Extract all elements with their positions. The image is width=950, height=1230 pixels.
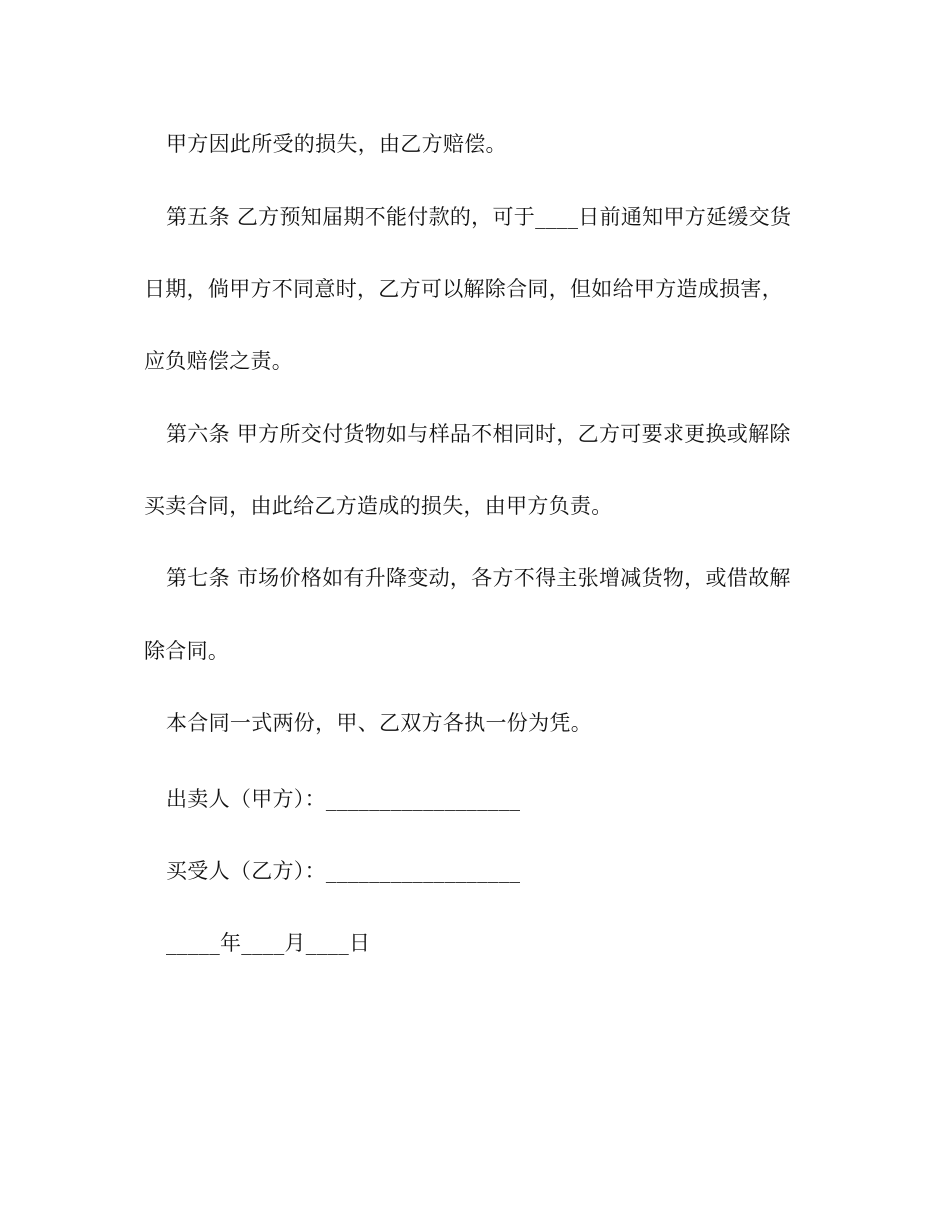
article-6-line-1: 第六条 甲方所交付货物如与样品不相同时，乙方可要求更换或解除 bbox=[166, 422, 791, 446]
article-5-line-3: 应负赔偿之责。 bbox=[144, 349, 294, 373]
seller-signature-line: 出卖人（甲方）：__________________ bbox=[166, 787, 521, 811]
article-5-line-1: 第五条 乙方预知届期不能付款的，可于____日前通知甲方延缓交货 bbox=[166, 205, 792, 229]
article-7-line-1: 第七条 市场价格如有升降变动，各方不得主张增减货物，或借故解 bbox=[166, 566, 791, 590]
copies-clause: 本合同一式两份，甲、乙双方各执一份为凭。 bbox=[166, 711, 592, 735]
paragraph-line: 甲方因此所受的损失，由乙方赔偿。 bbox=[166, 132, 507, 156]
article-6-line-2: 买卖合同，由此给乙方造成的损失，由甲方负责。 bbox=[144, 494, 613, 518]
article-7-line-2: 除合同。 bbox=[144, 639, 230, 663]
article-5-line-2: 日期，倘甲方不同意时，乙方可以解除合同，但如给甲方造成损害， bbox=[144, 277, 783, 301]
date-line: _____年____月____日 bbox=[166, 931, 371, 955]
buyer-signature-line: 买受人（乙方）：__________________ bbox=[166, 859, 521, 883]
